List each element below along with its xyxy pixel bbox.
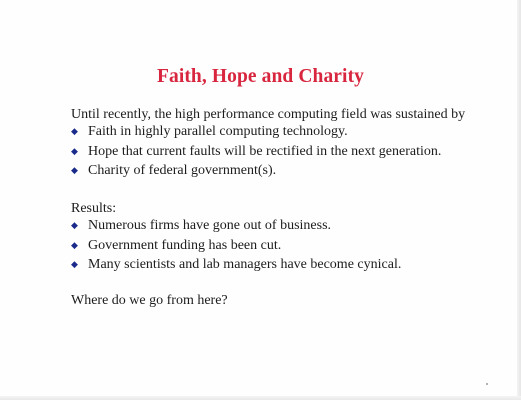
page-edge-right bbox=[517, 0, 521, 400]
list-item-text: Faith in highly parallel computing technology. bbox=[88, 124, 348, 139]
list-item bbox=[71, 161, 441, 181]
list-item-text: Hope that current faults will be rectified in the next generation. bbox=[88, 143, 442, 159]
diamond-bullet-icon: ◆ bbox=[71, 239, 78, 250]
diamond-bullet-icon: ◆ bbox=[71, 145, 78, 156]
list-item bbox=[71, 236, 401, 256]
page-edge-bottom bbox=[0, 396, 521, 400]
list-item bbox=[71, 122, 441, 142]
slide-title: Faith, Hope and Charity bbox=[156, 66, 365, 87]
diamond-bullet-icon: ◆ bbox=[71, 126, 78, 136]
intro-text: Until recently, the high performance computing field was sustained by bbox=[71, 107, 466, 122]
intro-list bbox=[71, 122, 441, 181]
diamond-bullet-icon: ◆ bbox=[71, 220, 78, 230]
diamond-bullet-icon: ◆ bbox=[71, 259, 78, 269]
results-list bbox=[71, 216, 401, 275]
results-label: Results: bbox=[71, 201, 117, 216]
closing-question: Where do we go from here? bbox=[71, 293, 228, 308]
list-item-text: Numerous firms have gone out of business. bbox=[88, 218, 332, 233]
list-item bbox=[71, 216, 401, 236]
diamond-bullet-icon: ◆ bbox=[71, 165, 78, 175]
list-item bbox=[71, 255, 401, 275]
list-item-text: Many scientists and lab managers have become cynical. bbox=[88, 257, 402, 272]
scan-speck bbox=[486, 383, 488, 385]
list-item bbox=[71, 142, 441, 162]
list-item-text: Charity of federal government(s). bbox=[88, 163, 277, 178]
list-item-text: Government funding has been cut. bbox=[88, 237, 282, 253]
